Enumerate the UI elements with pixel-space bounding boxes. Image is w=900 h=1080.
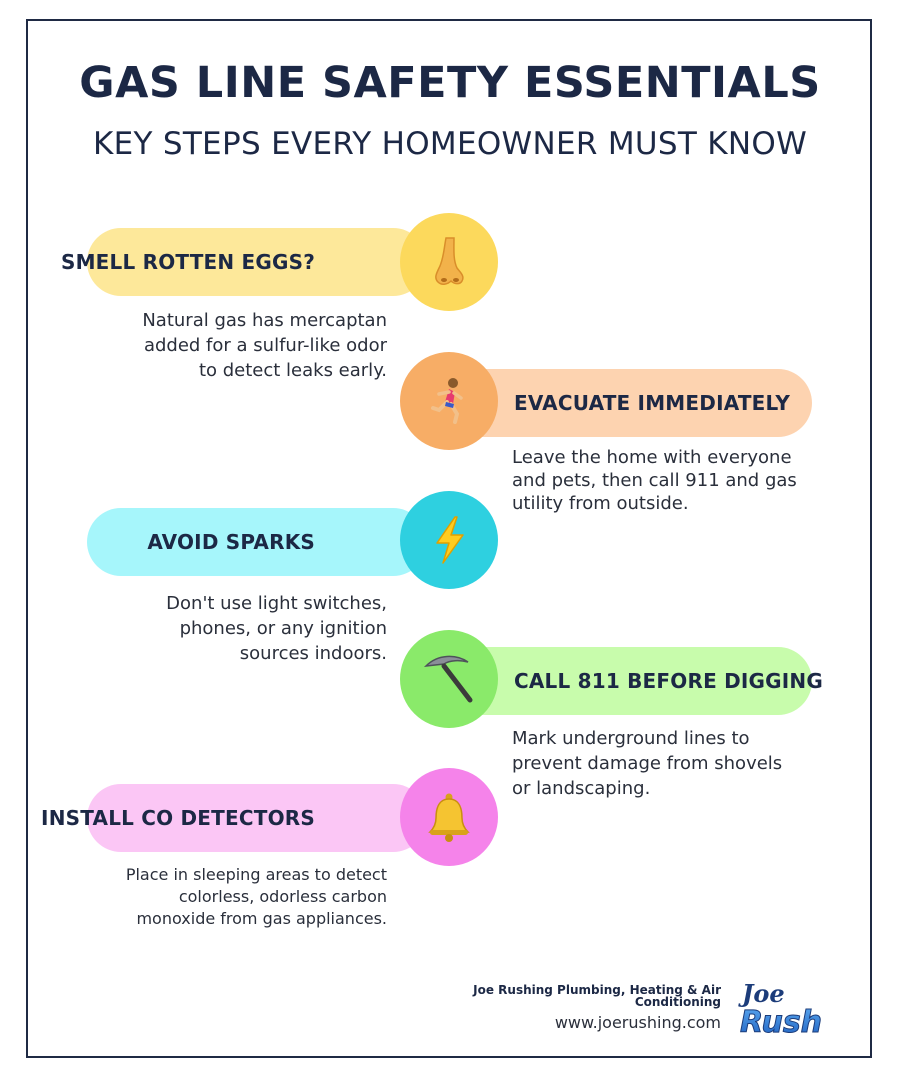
svg-text:Rush: Rush <box>740 1005 823 1040</box>
step-2-description: Leave the home with everyone and pets, then call 911 and gas utility from outside. <box>512 447 797 514</box>
step-5-pill <box>41 784 427 852</box>
bell-icon <box>426 792 472 842</box>
svg-text:Joe: Joe <box>742 979 785 1008</box>
step-2-circle <box>400 352 498 450</box>
website-url[interactable]: www.joerushing.com <box>554 1013 721 1032</box>
step-1-circle <box>400 213 498 311</box>
page-subtitle: KEY STEPS EVERY HOMEOWNER MUST KNOW <box>92 126 808 162</box>
company-name: Joe Rushing Plumbing, Heating & Air Conditioning <box>473 983 721 1009</box>
step-1-label: SMELL ROTTEN EGGS? <box>60 250 315 274</box>
step-3-description: Don't use light switches, phones, or any ignition sources indoors. <box>166 593 387 664</box>
running-person-icon <box>427 376 471 426</box>
step-4-description: Mark underground lines to prevent damage from shovels or landscaping. <box>512 728 783 799</box>
step-4-label: CALL 811 BEFORE DIGGING <box>514 669 823 693</box>
company-logo <box>738 976 823 1040</box>
step-4-circle <box>400 630 498 728</box>
step-5-label: INSTALL CO DETECTORS <box>41 806 315 830</box>
page-title: GAS LINE SAFETY ESSENTIALS <box>79 58 821 108</box>
step-5-circle <box>400 768 498 866</box>
step-5-description: Place in sleeping areas to detect colorless, odorless carbon monoxide from gas appliances. <box>125 865 387 928</box>
step-3-label: AVOID SPARKS <box>147 530 315 554</box>
step-1-description: Natural gas has mercaptan added for a sulfur-like odor to detect leaks early. <box>142 310 387 381</box>
step-2-label: EVACUATE IMMEDIATELY <box>514 391 791 415</box>
step-3-circle <box>400 491 498 589</box>
nose-icon <box>424 234 474 290</box>
step-1-pill <box>60 228 427 296</box>
pickaxe-icon <box>422 652 476 706</box>
step-3-pill <box>87 508 427 576</box>
lightning-icon <box>429 515 469 565</box>
